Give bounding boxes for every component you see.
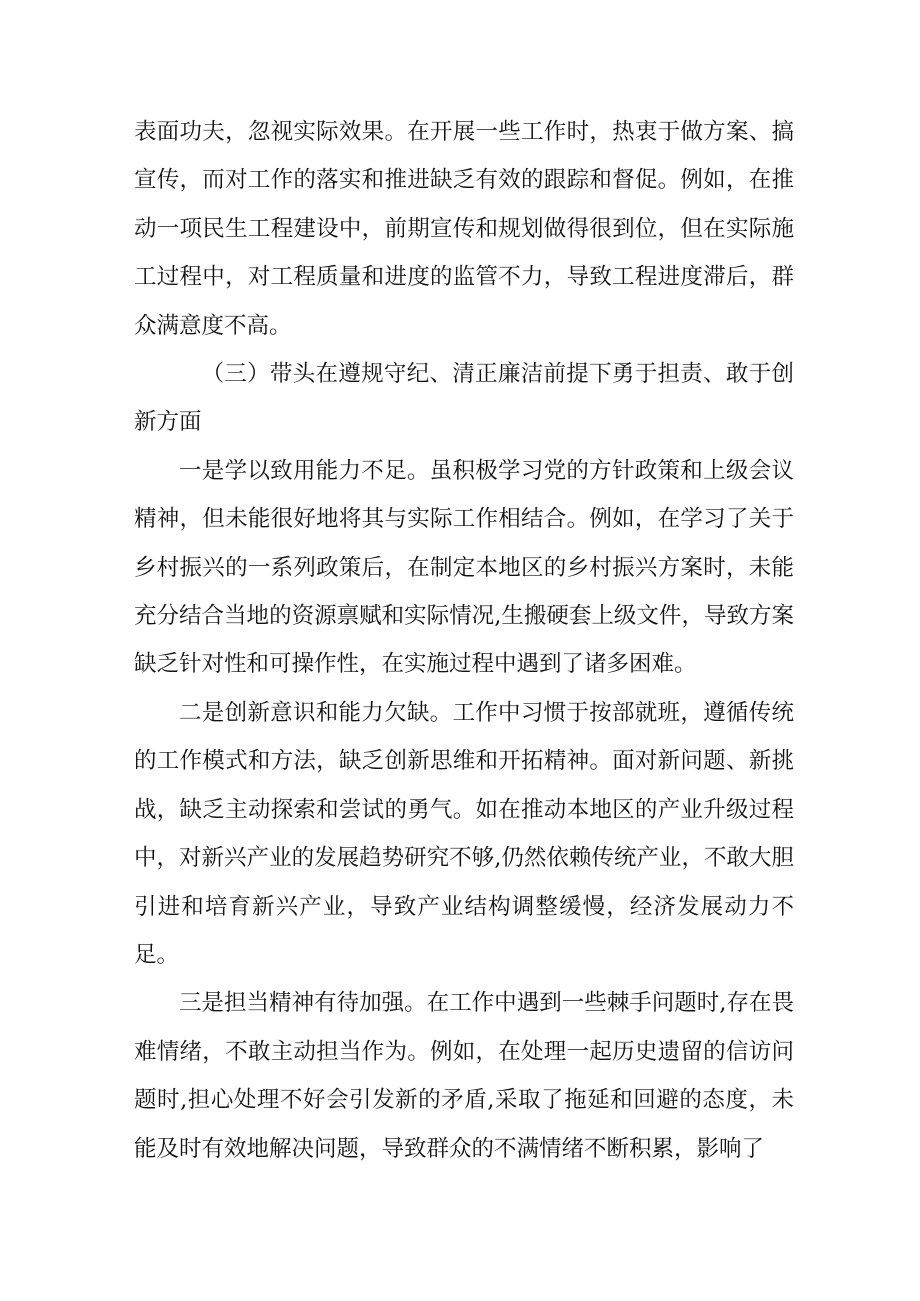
document-body — [134, 108, 794, 1173]
section-heading: （三）带头在遵规守纪、清正廉洁前提下勇于担责、敢于创新方面 — [134, 361, 794, 436]
paragraph-point-2: 二是创新意识和能力欠缺。工作中习惯于按部就班，遵循传统的工作模式和方法，缺乏创新思维和开拓精神。面对新问题、新挑战，缺乏主动探索和尝试的勇气。如在推动本地区的产业升级过程中，对新兴产业的发展趋势研究不够,仍然依赖传统产业，不敢大胆引进和培育新兴产业，导致产业结构调整缓慢，经济发展动力不足。 — [134, 699, 794, 968]
paragraph-continuation: 表面功夫，忽视实际效果。在开展一些工作时，热衷于做方案、搞宣传，而对工作的落实和推进缺乏有效的跟踪和督促。例如，在推动一项民生工程建设中，前期宣传和规划做得很到位，但在实际施工过程中，对工程质量和进度的监管不力，导致工程进度滞后，群众满意度不高。 — [134, 119, 794, 339]
paragraph-point-1: 一是学以致用能力不足。虽积极学习党的方针政策和上级会议精神，但未能很好地将其与实际工作相结合。例如，在学习了关于乡村振兴的一系列政策后，在制定本地区的乡村振兴方案时，未能充分结合当地的资源禀赋和实际情况,生搬硬套上级文件，导致方案缺乏针对性和可操作性，在实施过程中遇到了诸多困难。 — [134, 457, 794, 678]
paragraph-point-3: 三是担当精神有待加强。在工作中遇到一些棘手问题时,存在畏难情绪，不敢主动担当作为。例如，在处理一起历史遗留的信访问题时,担心处理不好会引发新的矛盾,采取了拖延和回避的态度，未能及时有效地解决问题，导致群众的不满情绪不断积累，影响了 — [134, 990, 794, 1162]
